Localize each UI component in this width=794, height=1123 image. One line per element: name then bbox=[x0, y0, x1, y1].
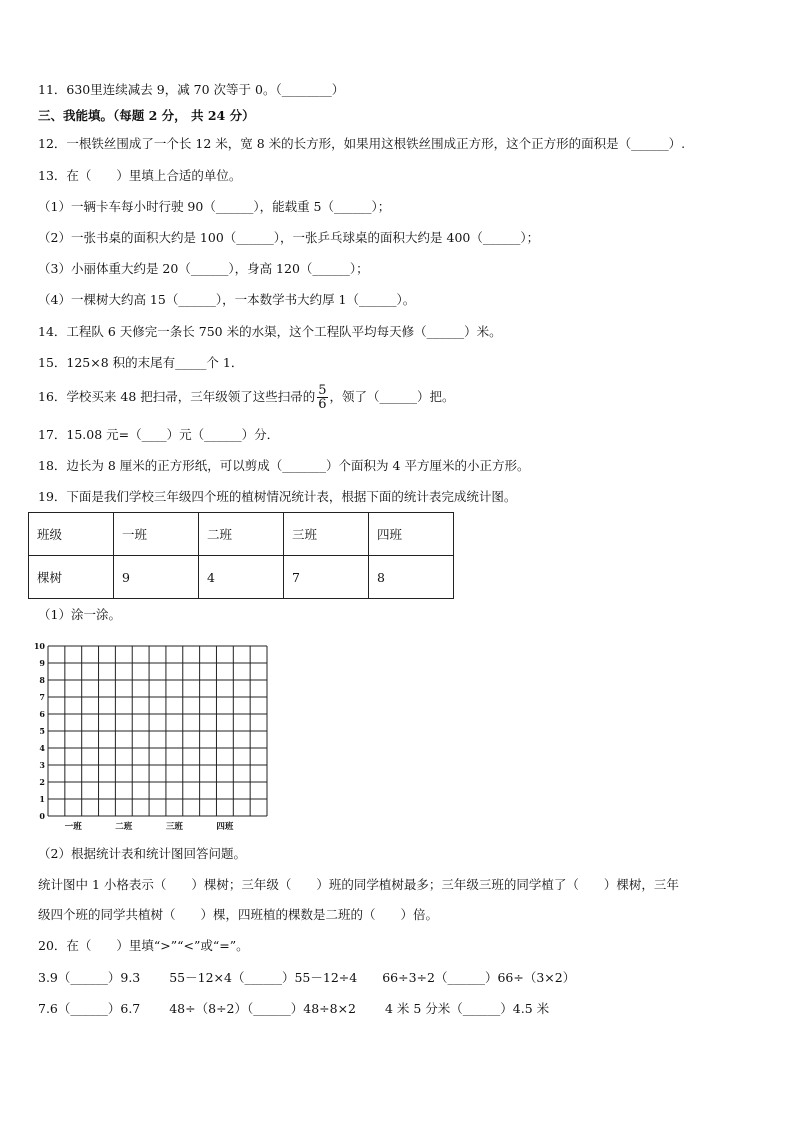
y-tick-label: 3 bbox=[39, 760, 45, 770]
section-3-heading: 三、我能填。（每题 2 分， 共 24 分） bbox=[38, 108, 255, 123]
table-cell: 8 bbox=[369, 556, 454, 599]
question-13-part-4: （4）一棵树大约高 15（______），一本数学书大约厚 1（______）。 bbox=[38, 292, 416, 307]
question-15: 15．125×8 积的末尾有_____个 1． bbox=[38, 355, 244, 370]
table-cell: 班级 bbox=[29, 513, 114, 556]
table-cell: 二班 bbox=[199, 513, 284, 556]
question-16-text-a: 16．学校买来 48 把扫帚，三年级领了这些扫帚的 bbox=[38, 389, 316, 404]
fraction-five-sixths bbox=[317, 384, 327, 411]
x-category-label: 二班 bbox=[115, 822, 133, 832]
question-13: 13．在（ ）里填上合适的单位。 bbox=[38, 168, 242, 183]
question-20-row-2: 7.6（______）6.7 48÷（8÷2）（______）48÷8×2 4 米 5 分米（______）4.5 米 bbox=[38, 1001, 550, 1016]
fraction-numerator: 5 bbox=[318, 383, 327, 398]
question-16 bbox=[38, 380, 455, 414]
table-cell: 7 bbox=[284, 556, 369, 599]
y-tick-label: 4 bbox=[39, 743, 45, 753]
y-tick-label: 0 bbox=[39, 811, 45, 821]
table-cell: 4 bbox=[199, 556, 284, 599]
question-13-part-1: （1）一辆卡车每小时行驶 90（______），能载重 5（______）； bbox=[38, 199, 391, 214]
table-cell: 9 bbox=[114, 556, 199, 599]
tree-planting-table bbox=[28, 512, 454, 599]
question-13-part-3: （3）小丽体重大约是 20（______），身高 120（______）； bbox=[38, 261, 369, 276]
x-category-label: 三班 bbox=[165, 822, 183, 832]
table-cell: 一班 bbox=[114, 513, 199, 556]
table-cell: 四班 bbox=[369, 513, 454, 556]
fraction-denominator: 6 bbox=[318, 397, 327, 412]
y-tick-label: 1 bbox=[39, 794, 45, 804]
y-tick-label: 10 bbox=[33, 641, 45, 651]
question-20-row-1: 3.9（______）9.3 55－12×4（______）55－12÷4 66÷3÷2（______）66÷（3×2） bbox=[38, 970, 576, 985]
y-tick-label: 6 bbox=[39, 709, 45, 719]
question-16-text-b: ，领了（______）把。 bbox=[329, 389, 455, 404]
question-19-part-1: （1）涂一涂。 bbox=[38, 607, 121, 622]
table-cell: 三班 bbox=[284, 513, 369, 556]
question-18: 18．边长为 8 厘米的正方形纸，可以剪成（_______）个面积为 4 平方厘米的小正方形。 bbox=[38, 458, 530, 473]
question-13-part-2: （2）一张书桌的面积大约是 100（______），一张乒乓球桌的面积大约是 400（______）； bbox=[38, 230, 540, 245]
y-tick-label: 8 bbox=[39, 675, 45, 685]
y-tick-label: 7 bbox=[39, 692, 45, 702]
table-row bbox=[29, 556, 454, 599]
table-header-row bbox=[29, 513, 454, 556]
question-19-part-2: （2）根据统计表和统计图回答问题。 bbox=[38, 846, 246, 861]
blank-bar-chart-grid bbox=[30, 636, 275, 836]
table-cell: 棵树 bbox=[29, 556, 114, 599]
question-19-part-2-line-1: 统计图中 1 小格表示（ ）棵树；三年级（ ）班的同学植树最多；三年级三班的同学植了（ ）棵树，三年 bbox=[38, 877, 679, 892]
y-tick-label: 9 bbox=[39, 658, 45, 668]
y-tick-label: 5 bbox=[39, 726, 45, 736]
question-19-part-2-line-2: 级四个班的同学共植树（ ）棵，四班植的棵数是二班的（ ）倍。 bbox=[38, 907, 439, 922]
question-19: 19．下面是我们学校三年级四个班的植树情况统计表，根据下面的统计表完成统计图。 bbox=[38, 489, 517, 504]
question-11: 11．630里连续减去 9，减 70 次等于 0。（________） bbox=[38, 82, 345, 97]
question-20: 20．在（ ）里填“>”“<”或“=”。 bbox=[38, 938, 249, 953]
question-12: 12．一根铁丝围成了一个长 12 米，宽 8 米的长方形，如果用这根铁丝围成正方形，这个正方形的面积是（______）. bbox=[38, 136, 686, 151]
y-tick-label: 2 bbox=[39, 777, 45, 787]
x-category-label: 一班 bbox=[64, 822, 82, 832]
question-14: 14．工程队 6 天修完一条长 750 米的水渠，这个工程队平均每天修（______）米。 bbox=[38, 324, 502, 339]
question-17: 17．15.08 元=（____）元（______）分． bbox=[38, 427, 280, 442]
x-category-label: 四班 bbox=[216, 822, 234, 832]
